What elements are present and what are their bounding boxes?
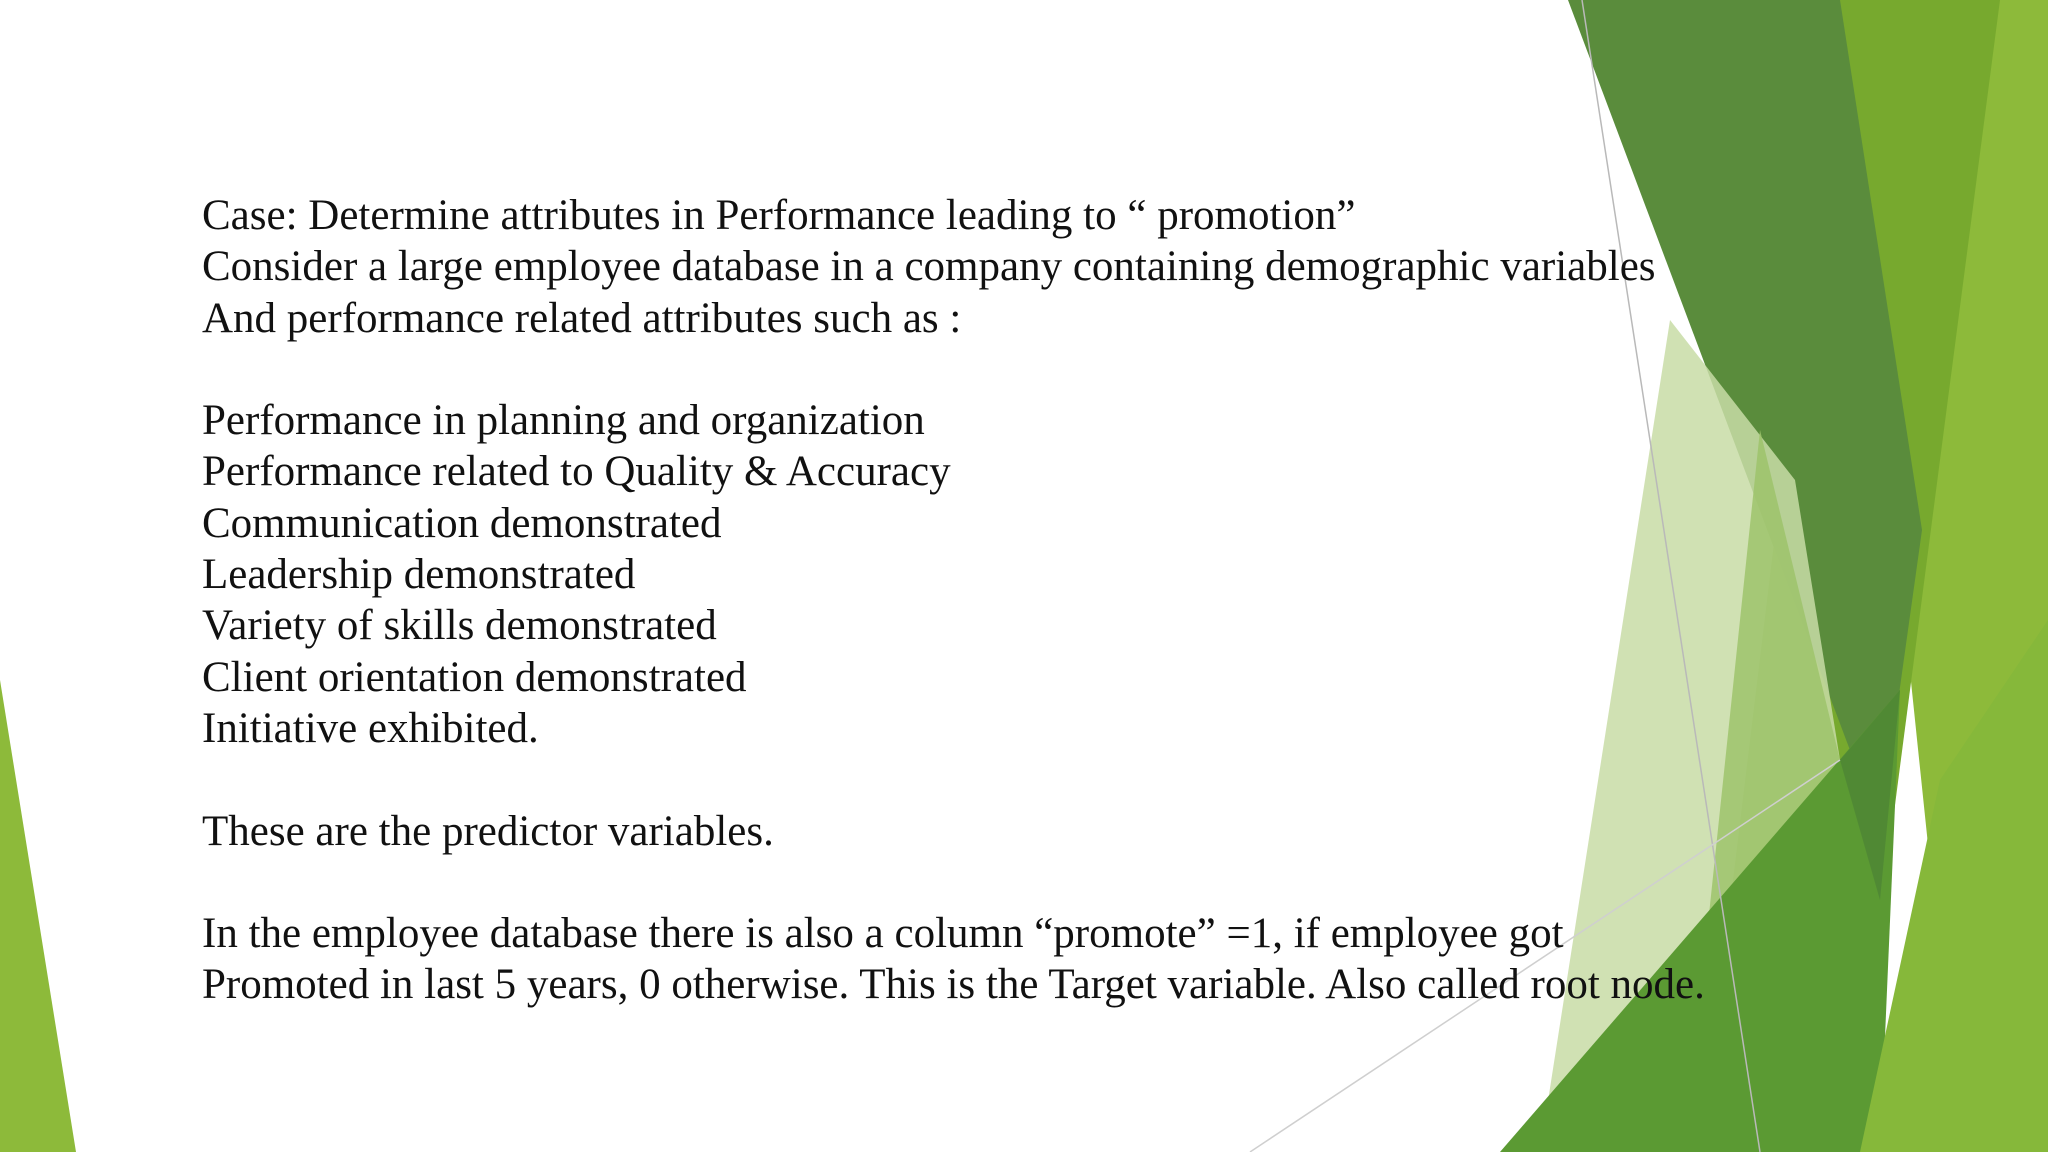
blank-line: [202, 754, 1722, 805]
intro-line: Consider a large employee database in a company containing demographic variables: [202, 243, 1656, 291]
slide-body: [202, 190, 1722, 1011]
blank-line: [202, 344, 1722, 395]
attribute-item: Performance in planning and organization: [202, 397, 925, 445]
target-line: In the employee database there is also a column “promote” =1, if employee got: [202, 910, 1564, 958]
target-line: Promoted in last 5 years, 0 otherwise. This is the Target variable. Also called root node.: [202, 961, 1705, 1009]
attribute-item: Initiative exhibited.: [202, 704, 539, 752]
attribute-item: Variety of skills demonstrated: [202, 602, 717, 650]
attribute-item: Communication demonstrated: [202, 499, 722, 547]
intro-line: Case: Determine attributes in Performance leading to “ promotion”: [202, 192, 1356, 239]
attribute-item: Client orientation demonstrated: [202, 653, 747, 701]
attribute-item: Performance related to Quality & Accuracy: [202, 448, 951, 496]
predictor-line: These are the predictor variables.: [202, 807, 774, 855]
attribute-item: Leadership demonstrated: [202, 551, 636, 599]
blank-line: [202, 857, 1722, 908]
intro-line: And performance related attributes such as :: [202, 294, 962, 342]
left-accent-shape: [0, 680, 76, 1152]
